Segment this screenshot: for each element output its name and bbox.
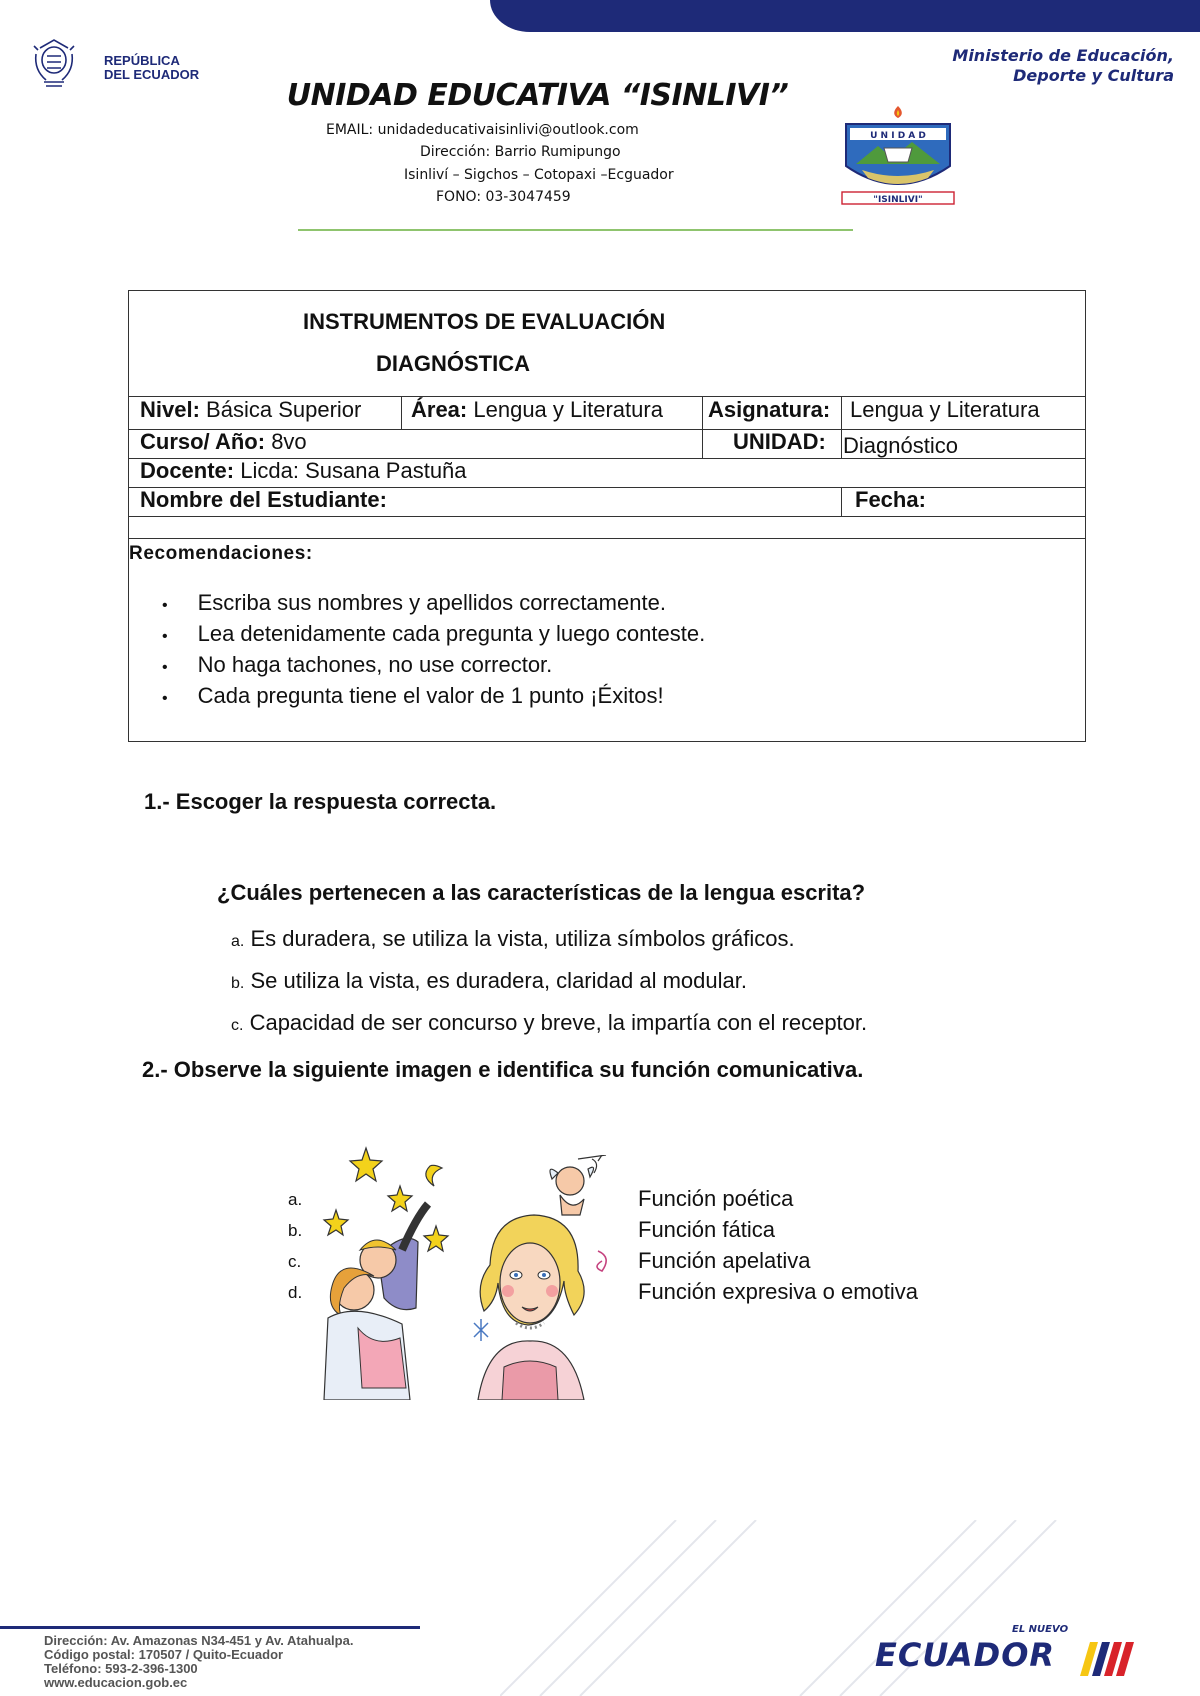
table-rule (128, 516, 1086, 517)
question-1-option-b (231, 968, 747, 994)
option-letter: a. (288, 1190, 303, 1209)
function-option-b: Función fática (638, 1217, 775, 1242)
curso-label: Curso/ Año: (140, 429, 266, 454)
question-1-option-c (231, 1010, 867, 1036)
header-divider (298, 229, 853, 231)
function-option-a: Función poética (638, 1186, 794, 1211)
school-phone: FONO: 03-3047459 (436, 189, 571, 205)
school-address: Dirección: Barrio Rumipungo (420, 144, 621, 160)
footer-contact (44, 1634, 353, 1690)
option-letter: c. (288, 1252, 302, 1271)
list-item (162, 652, 705, 683)
flag-stripes-icon (1080, 1642, 1140, 1676)
school-crest-logo (836, 104, 960, 208)
recommendation-text: Lea detenidamente cada pregunta y luego conteste. (197, 621, 706, 646)
list-item (162, 683, 705, 714)
bullet-icon: • (162, 597, 168, 614)
school-email: EMAIL: unidadeducativaisinlivi@outlook.com (326, 122, 639, 138)
ministry-line-2: Deporte y Cultura (1013, 66, 1174, 85)
asignatura-label-text: Asignatura: (708, 397, 831, 422)
function-option-c: Función apelativa (638, 1248, 811, 1273)
area-cell (411, 397, 663, 423)
table-rule (128, 538, 1086, 539)
footer-divider (0, 1626, 420, 1629)
docente-value: Licda: Susana Pastuña (240, 458, 467, 483)
option-text: Se utiliza la vista, es duradera, claridad al modular. (250, 968, 747, 993)
docente-label: Docente: (140, 458, 235, 483)
unidad-label-text: UNIDAD: (733, 429, 826, 454)
footer-postal: Código postal: 170507 / Quito-Ecuador (44, 1647, 284, 1662)
gov-line-1: REPÚBLICA (104, 53, 180, 68)
school-location: Isinliví – Sigchos – Cotopaxi –Ecguador (404, 167, 674, 183)
footer-phone: Teléfono: 593-2-396-1300 (44, 1661, 198, 1676)
docente-cell (140, 458, 467, 484)
footer-web: www.educacion.gob.ec (44, 1675, 188, 1690)
header-top-bar (490, 0, 1200, 32)
asignatura-label (708, 397, 830, 423)
function-option-d: Función expresiva o emotiva (638, 1279, 919, 1304)
option-letter: d. (288, 1283, 303, 1302)
table-rule (702, 396, 703, 458)
ministry-line-1: Ministerio de Educación, (952, 46, 1174, 65)
recommendation-text: Cada pregunta tiene el valor de 1 punto ¡Éxitos! (197, 683, 664, 708)
brand-small-text: EL NUEVO (1012, 1624, 1069, 1635)
date-label-text: Fecha: (855, 487, 926, 512)
recommendation-text: No haga tachones, no use corrector. (197, 652, 553, 677)
nivel-value: Básica Superior (206, 397, 362, 422)
bullet-icon: • (162, 690, 168, 707)
bullet-icon: • (162, 628, 168, 645)
table-rule (841, 396, 842, 458)
question-1-option-a (231, 926, 795, 952)
question-2-title: 2.- Observe la siguiente imagen e identifica su función comunicativa. (142, 1057, 864, 1082)
joyful-couple-illustration (318, 1138, 456, 1400)
list-item (162, 621, 705, 652)
crest-top-text: U N I D A D (870, 131, 926, 141)
question-1-prompt: ¿Cuáles pertenecen a las características de la lengua escrita? (217, 880, 866, 905)
option-letter: b. (231, 975, 245, 992)
option-letter: a. (231, 933, 245, 950)
student-name-label (140, 487, 387, 513)
function-options (638, 1186, 918, 1310)
unidad-label (733, 429, 826, 455)
recommendation-text: Escriba sus nombres y apellidos correctamente. (197, 590, 666, 615)
nivel-label: Nivel: (140, 397, 200, 422)
student-name-label-text: Nombre del Estudiante: (140, 487, 387, 512)
option-text: Es duradera, se utiliza la vista, utiliza símbolos gráficos. (250, 926, 795, 951)
table-rule (841, 487, 842, 516)
table-title-line-1: INSTRUMENTOS DE EVALUACIÓN (303, 309, 666, 334)
option-text: Capacidad de ser concurso y breve, la impartía con el receptor. (249, 1010, 868, 1035)
curso-value: 8vo (271, 429, 307, 454)
area-value: Lengua y Literatura (473, 397, 663, 422)
footer-address: Dirección: Av. Amazonas N34-451 y Av. Atahualpa. (44, 1633, 354, 1648)
question-1-title: 1.- Escoger la respuesta correcta. (144, 789, 497, 814)
unidad-value: Diagnóstico (843, 433, 958, 458)
recommendations-label: Recomendaciones: (129, 543, 313, 564)
curso-cell (140, 429, 307, 455)
table-title-line-2: DIAGNÓSTICA (376, 351, 530, 376)
list-item (162, 590, 705, 621)
asignatura-value: Lengua y Literatura (850, 397, 1040, 422)
recommendations-list (162, 590, 705, 714)
date-label (855, 487, 926, 513)
table-rule (401, 396, 402, 429)
woman-with-cupid-illustration (468, 1155, 618, 1400)
school-name: UNIDAD EDUCATIVA “ISINLIVI” (286, 78, 789, 113)
nivel-cell (140, 397, 361, 423)
bullet-icon: • (162, 659, 168, 676)
gov-line-2: DEL ECUADOR (104, 67, 200, 82)
brand-logo-text: ECUADOR (875, 1636, 1056, 1674)
crest-bottom-text: "ISINLIVI" (873, 195, 923, 205)
option-letter: c. (231, 1017, 244, 1034)
area-label: Área: (411, 397, 468, 422)
option-letter: b. (288, 1221, 303, 1240)
function-letters (288, 1190, 302, 1314)
